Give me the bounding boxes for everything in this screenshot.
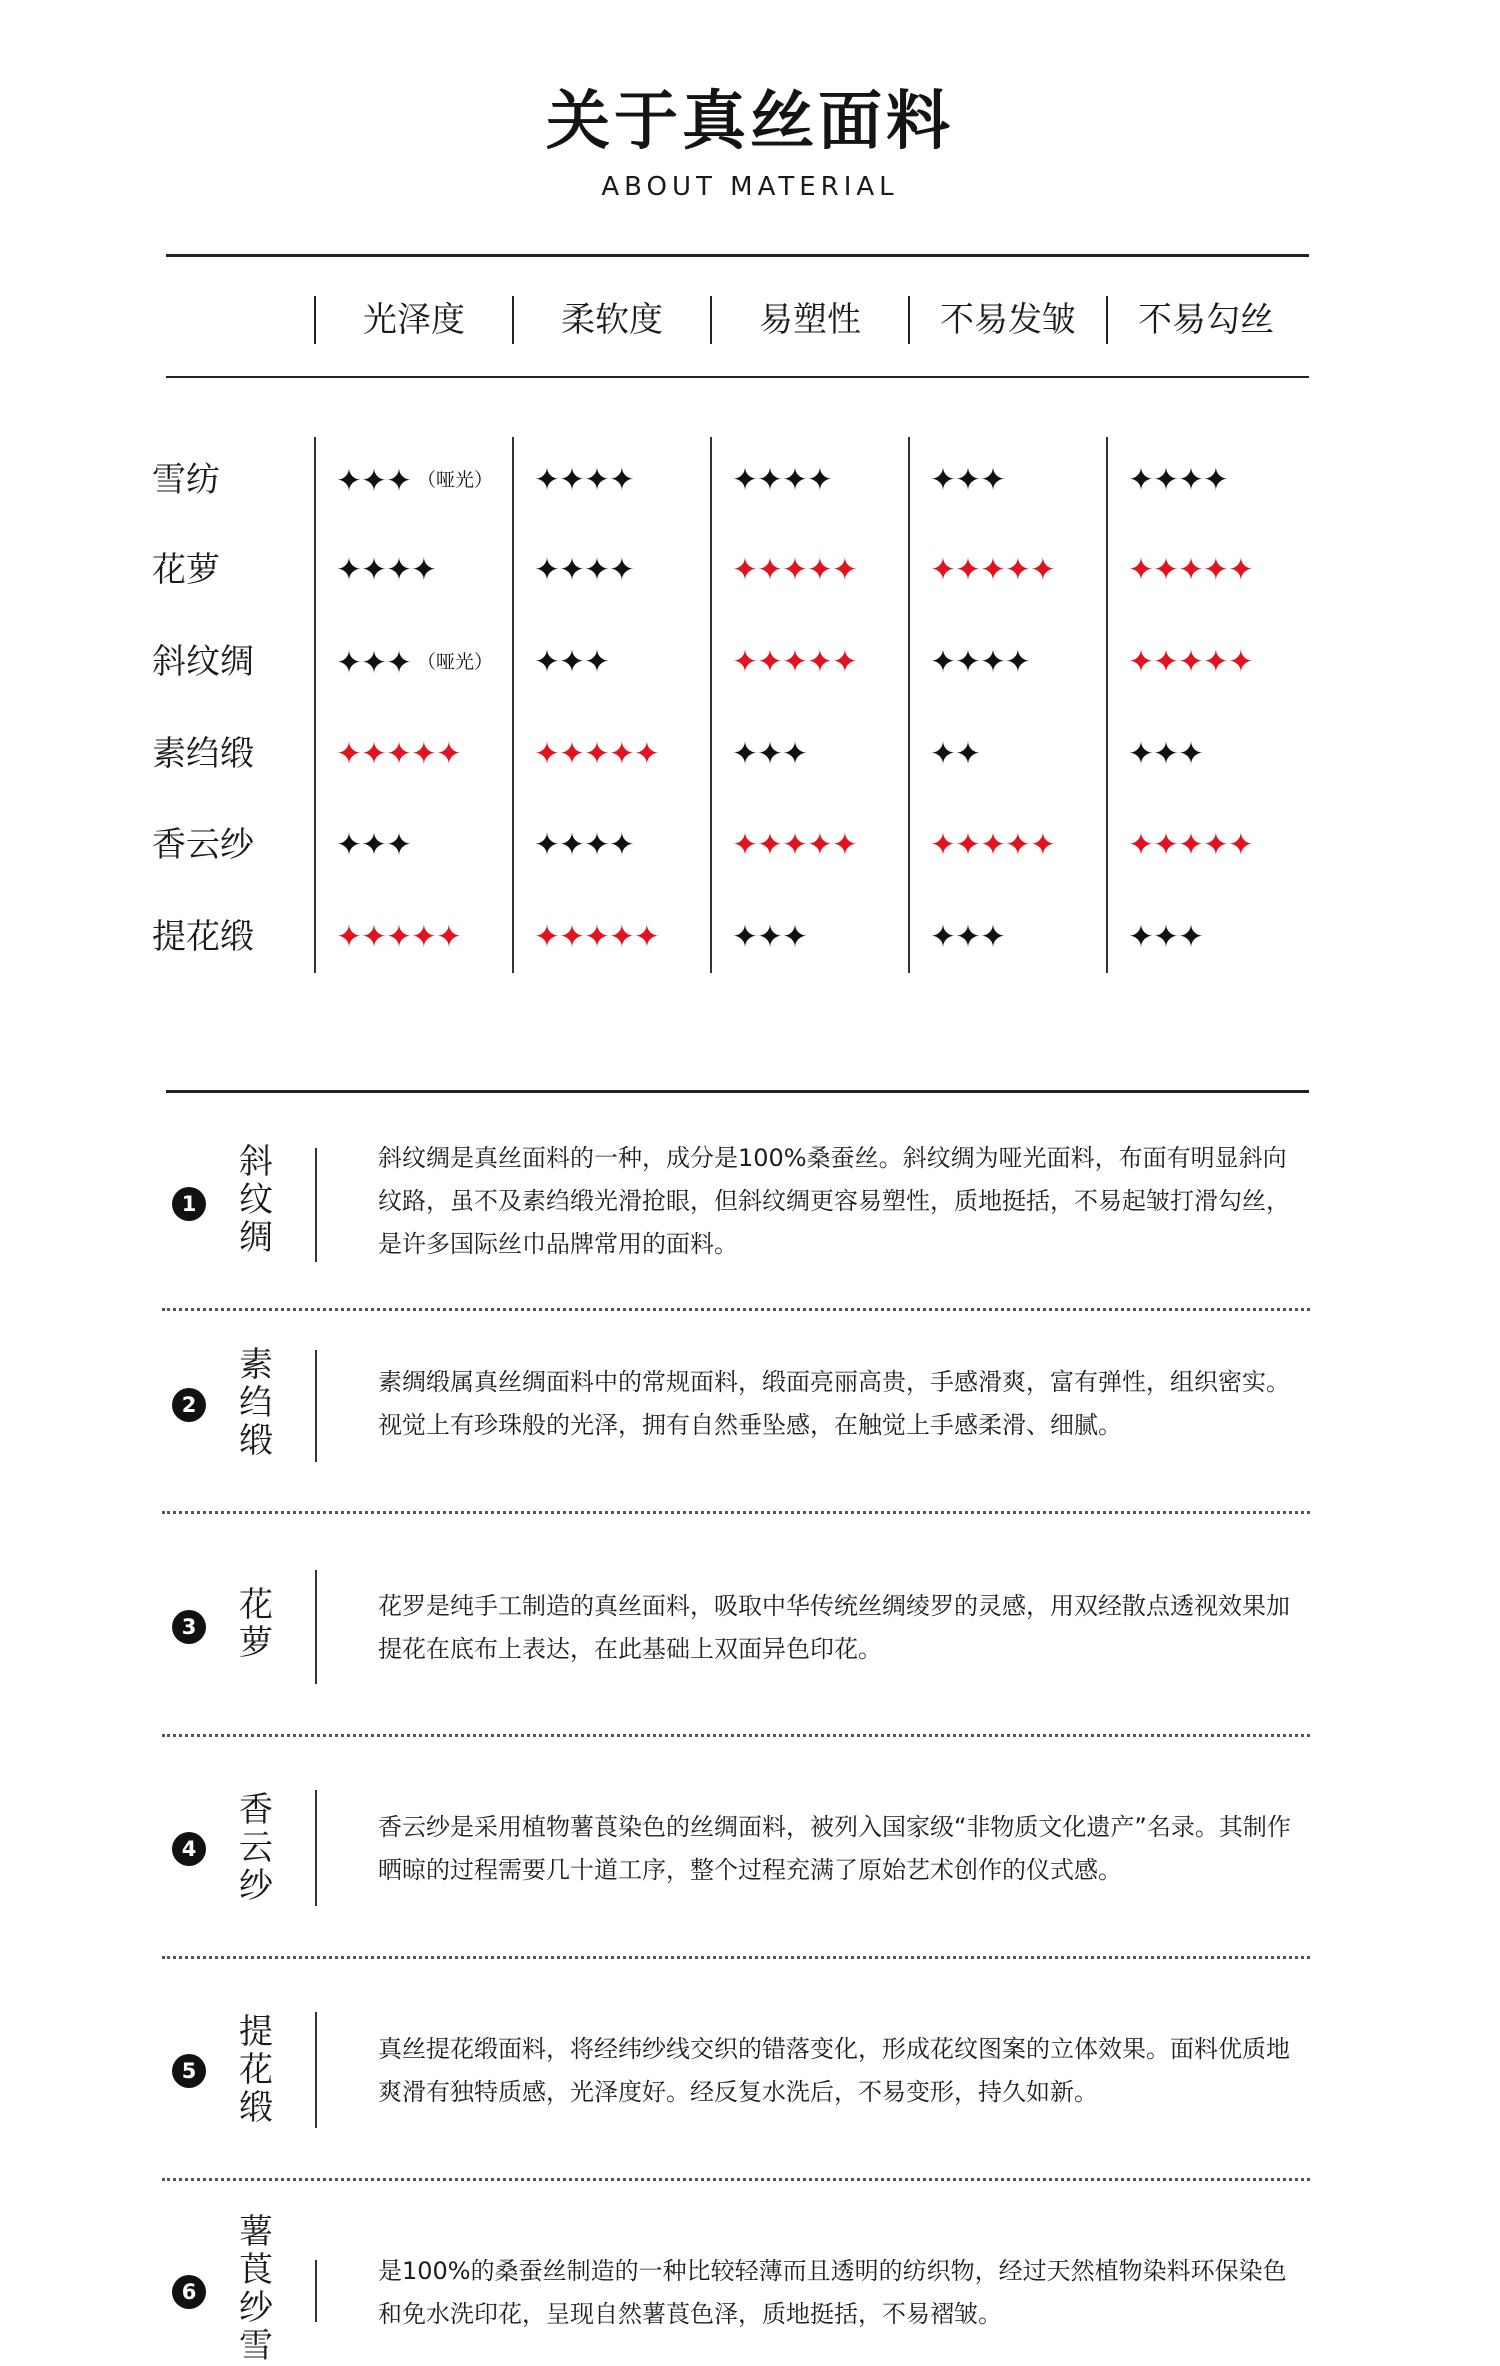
column-divider bbox=[710, 437, 712, 973]
star-rating bbox=[732, 729, 807, 779]
column-divider bbox=[1106, 437, 1108, 973]
star-icons: ✦✦✦ bbox=[1128, 736, 1203, 772]
star-rating bbox=[732, 455, 832, 505]
star-icons: ✦✦✦✦ bbox=[732, 462, 832, 498]
row-label: 提花缎 bbox=[152, 917, 254, 957]
star-rating bbox=[930, 820, 1055, 870]
star-rating bbox=[336, 820, 411, 870]
column-divider bbox=[314, 437, 316, 973]
row-label: 素绉缎 bbox=[152, 734, 254, 774]
star-icons: ✦✦✦✦ bbox=[534, 827, 634, 863]
material-name: 提花缎 bbox=[239, 2012, 273, 2128]
material-name: 薯莨纱雪 bbox=[239, 2212, 273, 2366]
star-icons: ✦✦✦ bbox=[1128, 919, 1203, 955]
table-top-rule bbox=[166, 254, 1309, 257]
row-label: 雪纺 bbox=[152, 460, 220, 500]
dotted-separator bbox=[162, 1308, 1310, 1311]
number-badge: 1 bbox=[172, 1187, 206, 1221]
star-rating bbox=[930, 637, 1030, 687]
column-divider bbox=[512, 437, 514, 973]
star-rating bbox=[336, 729, 461, 779]
material-description: 斜纹绸是真丝面料的一种，成分是100%桑蚕丝。斜纹绸为哑光面料，布面有明显斜向纹路，虽不及素绉缎光滑抢眼，但斜纹绸更容易塑性，质地挺括，不易起皱打滑勾丝，是许多国际丝巾品牌常用的面料。 bbox=[378, 1144, 1290, 1258]
dotted-separator bbox=[162, 1956, 1310, 1959]
star-icons: ✦✦✦ bbox=[930, 919, 1005, 955]
star-rating bbox=[534, 545, 634, 595]
section-divider bbox=[315, 2012, 317, 2128]
page-title: 关于真丝面料 bbox=[546, 85, 954, 159]
dotted-separator bbox=[162, 2178, 1310, 2181]
star-icons: ✦✦✦✦✦ bbox=[732, 644, 857, 680]
star-rating bbox=[534, 455, 634, 505]
star-icons: ✦✦✦✦✦ bbox=[336, 919, 461, 955]
star-icons: ✦✦✦ bbox=[336, 645, 411, 681]
star-icons: ✦✦✦ bbox=[732, 736, 807, 772]
rating-note: （哑光） bbox=[416, 469, 493, 491]
row-label: 香云纱 bbox=[152, 825, 254, 865]
star-rating bbox=[1128, 545, 1253, 595]
star-icons: ✦✦✦✦✦ bbox=[1128, 644, 1253, 680]
star-rating bbox=[1128, 637, 1253, 687]
star-icons: ✦✦✦✦ bbox=[534, 462, 634, 498]
column-header-gloss: 光泽度 bbox=[363, 300, 465, 340]
star-icons: ✦✦✦ bbox=[336, 463, 411, 499]
star-rating bbox=[534, 637, 609, 687]
section-divider bbox=[315, 1570, 317, 1684]
star-icons: ✦✦✦✦✦ bbox=[1128, 552, 1253, 588]
star-rating bbox=[1128, 820, 1253, 870]
star-rating bbox=[534, 912, 659, 962]
column-header-softness: 柔软度 bbox=[561, 300, 663, 340]
star-icons: ✦✦✦ bbox=[336, 827, 411, 863]
star-icons: ✦✦✦✦✦ bbox=[732, 552, 857, 588]
materials-top-rule bbox=[166, 1090, 1309, 1093]
dotted-separator bbox=[162, 1511, 1310, 1514]
material-name: 花萝 bbox=[239, 1585, 273, 1663]
star-icons: ✦✦✦✦ bbox=[534, 552, 634, 588]
star-icons: ✦✦✦✦✦ bbox=[930, 552, 1055, 588]
star-icons: ✦✦✦ bbox=[732, 919, 807, 955]
star-icons: ✦✦✦✦ bbox=[1128, 462, 1228, 498]
star-icons: ✦✦✦✦✦ bbox=[1128, 827, 1253, 863]
star-icons: ✦✦✦✦✦ bbox=[534, 736, 659, 772]
column-header-wrinkle-resistance: 不易发皱 bbox=[940, 300, 1076, 340]
section-divider bbox=[315, 1148, 317, 1262]
star-icons: ✦✦✦✦✦ bbox=[534, 919, 659, 955]
star-rating bbox=[336, 637, 493, 687]
star-rating bbox=[1128, 912, 1203, 962]
star-icons: ✦✦✦✦ bbox=[336, 552, 436, 588]
star-rating bbox=[1128, 729, 1203, 779]
number-badge: 4 bbox=[172, 1832, 206, 1866]
material-name: 香云纱 bbox=[239, 1790, 273, 1906]
star-rating bbox=[534, 729, 659, 779]
star-rating bbox=[336, 545, 436, 595]
star-rating bbox=[534, 820, 634, 870]
number-badge: 5 bbox=[172, 2054, 206, 2088]
section-divider bbox=[315, 1790, 317, 1906]
star-rating bbox=[732, 545, 857, 595]
star-rating bbox=[1128, 455, 1228, 505]
page-subtitle: ABOUT MATERIAL bbox=[601, 172, 899, 202]
star-icons: ✦✦✦✦✦ bbox=[336, 736, 461, 772]
dotted-separator bbox=[162, 1734, 1310, 1737]
star-icons: ✦✦ bbox=[930, 736, 980, 772]
material-description: 花罗是纯手工制造的真丝面料，吸取中华传统丝绸绫罗的灵感，用双经散点透视效果加提花在底布上表达，在此基础上双面异色印花。 bbox=[378, 1592, 1290, 1663]
section-divider bbox=[315, 2260, 317, 2322]
material-description: 真丝提花缎面料，将经纬纱线交织的错落变化，形成花纹图案的立体效果。面料优质地爽滑有独特质感，光泽度好。经反复水洗后，不易变形，持久如新。 bbox=[378, 2035, 1290, 2106]
star-rating bbox=[930, 729, 980, 779]
star-icons: ✦✦✦✦✦ bbox=[732, 827, 857, 863]
table-header-rule bbox=[166, 376, 1309, 378]
star-rating bbox=[336, 455, 493, 505]
number-badge: 3 bbox=[172, 1610, 206, 1644]
star-icons: ✦✦✦ bbox=[930, 462, 1005, 498]
star-rating bbox=[336, 912, 461, 962]
star-rating bbox=[930, 545, 1055, 595]
star-icons: ✦✦✦✦ bbox=[930, 644, 1030, 680]
number-badge: 2 bbox=[172, 1388, 206, 1422]
rating-note: （哑光） bbox=[416, 651, 493, 673]
star-icons: ✦✦✦✦✦ bbox=[930, 827, 1055, 863]
number-badge: 6 bbox=[172, 2275, 206, 2309]
column-divider bbox=[908, 437, 910, 973]
material-description: 素绸缎属真丝绸面料中的常规面料，缎面亮丽高贵，手感滑爽，富有弹性，组织密实。视觉上有珍珠般的光泽，拥有自然垂坠感，在触觉上手感柔滑、细腻。 bbox=[378, 1368, 1290, 1439]
material-description: 是100%的桑蚕丝制造的一种比较轻薄而且透明的纺织物，经过天然植物染料环保染色和免水洗印花，呈现自然薯莨色泽，质地挺括，不易褶皱。 bbox=[378, 2257, 1287, 2328]
star-rating bbox=[732, 637, 857, 687]
row-label: 斜纹绸 bbox=[152, 642, 254, 682]
column-header-plasticity: 易塑性 bbox=[759, 300, 861, 340]
star-rating bbox=[930, 912, 1005, 962]
section-divider bbox=[315, 1350, 317, 1462]
material-name: 素绉缎 bbox=[239, 1345, 273, 1461]
material-name: 斜纹绸 bbox=[239, 1142, 273, 1258]
column-header-snag-resistance: 不易勾丝 bbox=[1138, 300, 1274, 340]
row-label: 花萝 bbox=[152, 550, 220, 590]
material-description: 香云纱是采用植物薯莨染色的丝绸面料，被列入国家级“非物质文化遗产”名录。其制作晒晾的过程需要几十道工序，整个过程充满了原始艺术创作的仪式感。 bbox=[378, 1813, 1291, 1884]
star-icons: ✦✦✦ bbox=[534, 644, 609, 680]
star-rating bbox=[732, 820, 857, 870]
star-rating bbox=[732, 912, 807, 962]
star-rating bbox=[930, 455, 1005, 505]
